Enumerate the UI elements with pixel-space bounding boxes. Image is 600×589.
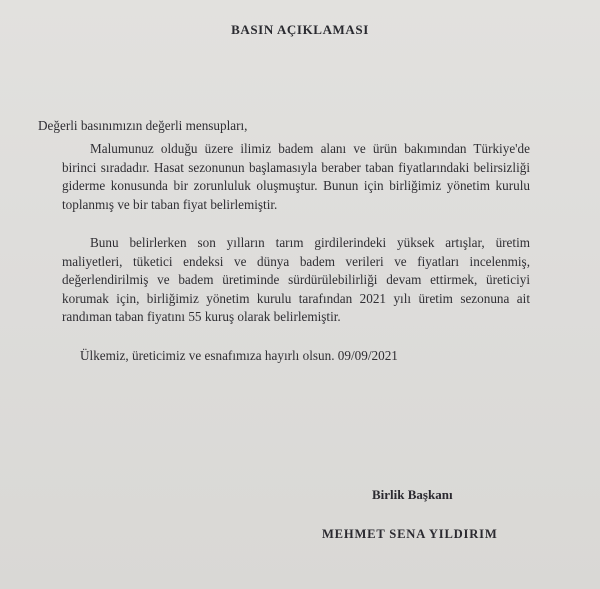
paragraph-2 [62, 234, 530, 327]
document-title: BASIN AÇIKLAMASI [231, 22, 369, 37]
paragraph-1 [62, 140, 530, 214]
salutation: Değerli basınımızın değerli mensupları, [38, 118, 248, 133]
closing-line: Ülkemiz, üreticimiz ve esnafımıza hayırlı olsun. 09/09/2021 [80, 348, 398, 363]
signature-name: MEHMET SENA YILDIRIM [322, 527, 498, 541]
paragraph-2-text: Bunu belirlerken son yılların tarım girdilerindeki yüksek artışlar, üretim maliyetleri, tüketici endeksi ve dünya badem verileri ve fiyatları incelenmiş, değerlendirilmiş ve badem üretiminde sürdürülebilirliği devam ettirmek, üreticiyi korumak için, birliğimiz yönetim kurulu tarafından 2021 yılı üretim sezonuna ait randıman taban fiyatını 55 kuruş olarak belirlemiştir. [62, 235, 530, 325]
signature-role: Birlik Başkanı [372, 487, 453, 502]
paragraph-1-text: Malumunuz olduğu üzere ilimiz badem alanı ve ürün bakımından Türkiye'de birinci sıradadır. Hasat sezonunun başlamasıyla beraber taban fiyatlarındaki belirsizliği giderme konusunda bir zorunluluk oluşmuştur. Bunun için birliğimiz yönetim kurulu toplanmış ve bir taban fiyat belirlemiştir. [62, 141, 530, 212]
